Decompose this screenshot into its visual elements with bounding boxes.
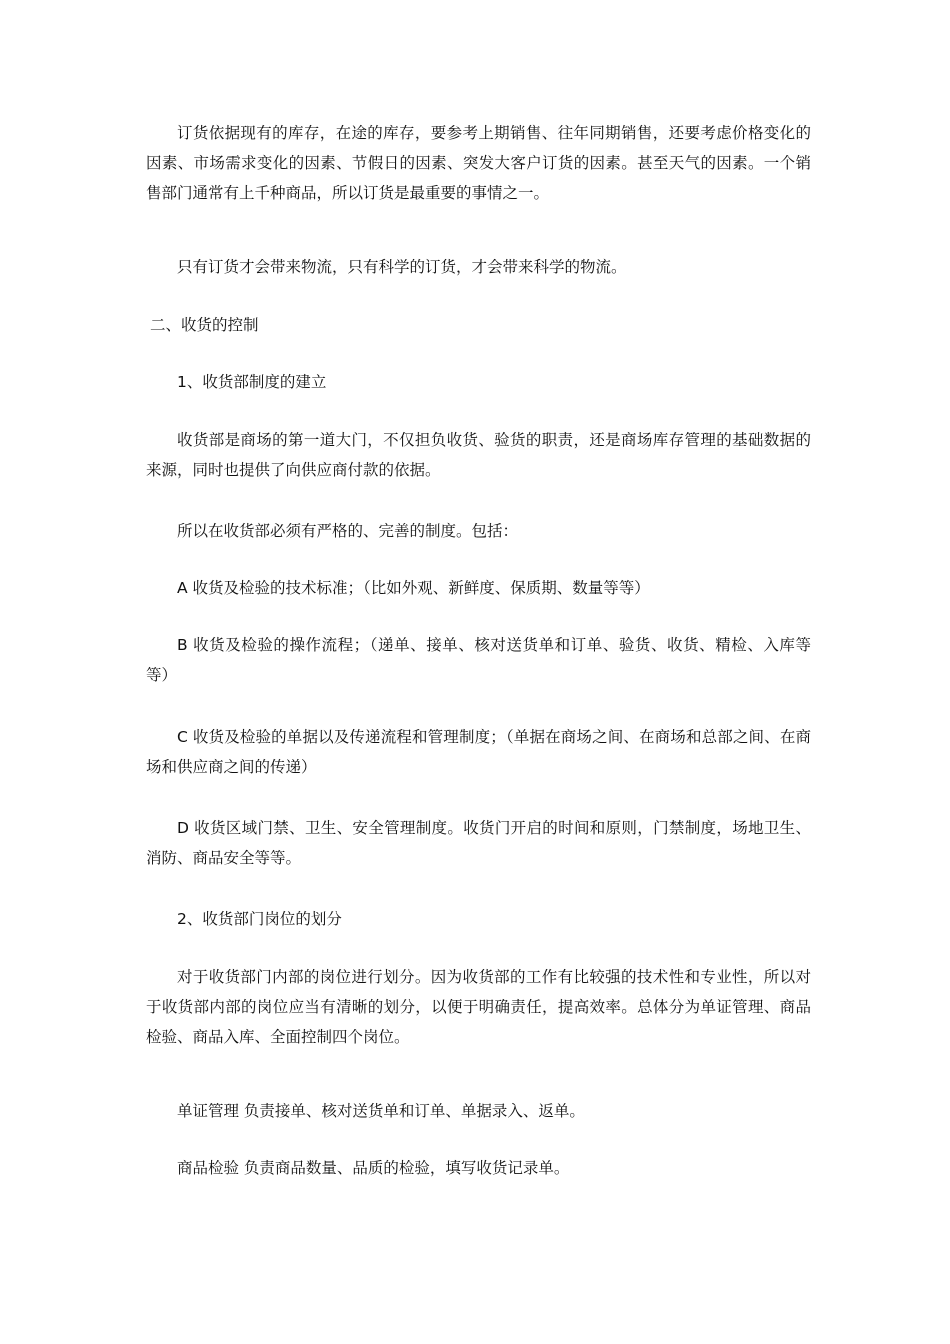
paragraph-ordering-basis: 订货依据现有的库存，在途的库存，要参考上期销售、往年同期销售，还要考虑价格变化的因素、市场需求变化的因素、节假日的因素、突发大客户订货的因素。甚至天气的因素。一个销售部门通常有上千种商品，所以订货是最重要的事情之一。 <box>146 124 811 202</box>
paragraph-goods-inspection: 商品检验 负责商品数量、品质的检验，填写收货记录单。 <box>177 1159 570 1177</box>
paragraph-strict-system: 所以在收货部必须有严格的、完善的制度。包括： <box>177 522 519 540</box>
list-item-b: B 收货及检验的操作流程；（递单、接单、核对送货单和订单、验货、收货、精检、入库等等） <box>146 636 811 684</box>
subheading-position-division: 2、收货部门岗位的划分 <box>177 910 342 928</box>
paragraph-document-management: 单证管理 负责接单、核对送货单和订单、单据录入、返单。 <box>177 1102 585 1120</box>
subheading-receiving-system: 1、收货部制度的建立 <box>177 373 327 391</box>
paragraph-receiving-role: 收货部是商场的第一道大门，不仅担负收货、验货的职责，还是商场库存管理的基础数据的来源，同时也提供了向供应商付款的依据。 <box>146 431 811 479</box>
paragraph-position-division: 对于收货部门内部的岗位进行划分。因为收货部的工作有比较强的技术性和专业性，所以对于收货部内部的岗位应当有清晰的划分，以便于明确责任，提高效率。总体分为单证管理、商品检验、商品入库、全面控制四个岗位。 <box>146 968 811 1046</box>
list-item-d: D 收货区域门禁、卫生、安全管理制度。收货门开启的时间和原则，门禁制度，场地卫生、消防、商品安全等等。 <box>146 819 811 867</box>
list-item-c: C 收货及检验的单据以及传递流程和管理制度；（单据在商场之间、在商场和总部之间、在商场和供应商之间的传递） <box>146 728 811 776</box>
section-heading-receiving-control: 二、收货的控制 <box>150 316 259 334</box>
list-item-a: A 收货及检验的技术标准；（比如外观、新鲜度、保质期、数量等等） <box>177 579 650 597</box>
paragraph-ordering-logistics: 只有订货才会带来物流，只有科学的订货，才会带来科学的物流。 <box>177 258 627 276</box>
